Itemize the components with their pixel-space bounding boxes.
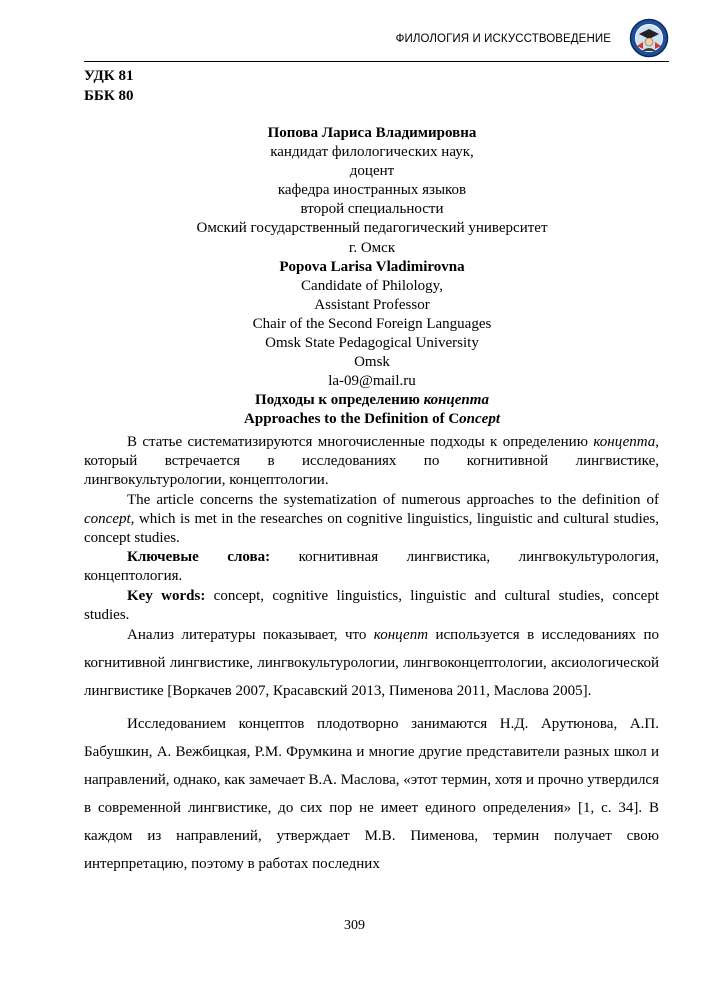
- header-title: ФИЛОЛОГИЯ И ИСКУССТВОВЕДЕНИЕ: [395, 33, 611, 45]
- article-title-en: Approaches to the Definition of Concept: [244, 411, 500, 428]
- author-department-ru-cont: второй специальности: [300, 201, 444, 218]
- author-city-ru: г. Омск: [348, 239, 396, 256]
- author-university-en: Omsk State Pedagogical University: [265, 335, 479, 352]
- abstract-ru: В статье систематизируются многочисленные подходы к определению концепта, который встречается в исследованиях по когнитивной лингвистике, лингвокультурологии, концептологии.: [84, 434, 659, 489]
- main-text: [84, 621, 659, 878]
- body-paragraph-2: Исследованием концептов плодотворно занимаются Н.Д. Арутюнова, А.П. Бабушкин, А. Вежбицкая, Р.М. Фрумкина и многие другие представители разных школ и направлений, однако, как замечает В.А. Маслова, «этот термин, хотя и прочно утвердился в современной лингвистике, до сих пор не имеет единого определения» [1, с. 34]. В каждом из направлений, утверждает М.В. Пименова, термин получает свою интерпретацию, поэтому в работах последних: [84, 716, 659, 872]
- author-department-ru: кафедра иностранных языков: [277, 182, 467, 199]
- author-degree-en: Candidate of Philology,: [301, 277, 443, 294]
- classification-codes: [84, 66, 133, 106]
- author-degree-ru: кандидат филологических наук,: [270, 144, 474, 161]
- bbk-code: ББК 80: [84, 88, 134, 104]
- author-name-ru: Попова Лариса Владимировна: [267, 125, 477, 141]
- author-name-en: Popova Larisa Vladimirovna: [279, 258, 465, 275]
- author-position-en: Assistant Professor: [314, 296, 430, 313]
- author-position-ru: доцент: [349, 163, 395, 180]
- author-block: [84, 124, 660, 430]
- author-university-ru: Омский государственный педагогический университет: [196, 220, 548, 237]
- author-department-en: Chair of the Second Foreign Languages: [252, 315, 492, 332]
- header-rule: [84, 61, 669, 62]
- journal-emblem-icon: [629, 18, 669, 58]
- author-email: la-09@mail.ru: [328, 373, 416, 390]
- article-title-ru: Подходы к определению концепта: [255, 392, 489, 409]
- page-number: 309: [344, 918, 365, 933]
- keywords-en: Key words: concept, cognitive linguistics, linguistic and cultural studies, concept studies.: [84, 587, 659, 623]
- author-city-en: Omsk: [354, 354, 390, 371]
- keywords-ru: Ключевые слова: когнитивная лингвистика, лингвокультурология, концептология.: [84, 549, 659, 585]
- abstract-block: [84, 433, 659, 625]
- abstract-en: The article concerns the systematization of numerous approaches to the definition of concept, which is met in the researches on cognitive linguistics, linguistic and cultural studies, concept studies.: [84, 491, 659, 547]
- running-header: [84, 18, 669, 62]
- udk-code: УДК 81: [84, 68, 134, 84]
- body-paragraph-1: Анализ литературы показывает, что концепт используется в исследованиях по когнитивной лингвистике, лингвокультурологии, лингвоконцептологии, аксиологической лингвистике [Воркачев 2007, Красавский 2013, Пименова 2011, Маслова 2005].: [84, 627, 660, 699]
